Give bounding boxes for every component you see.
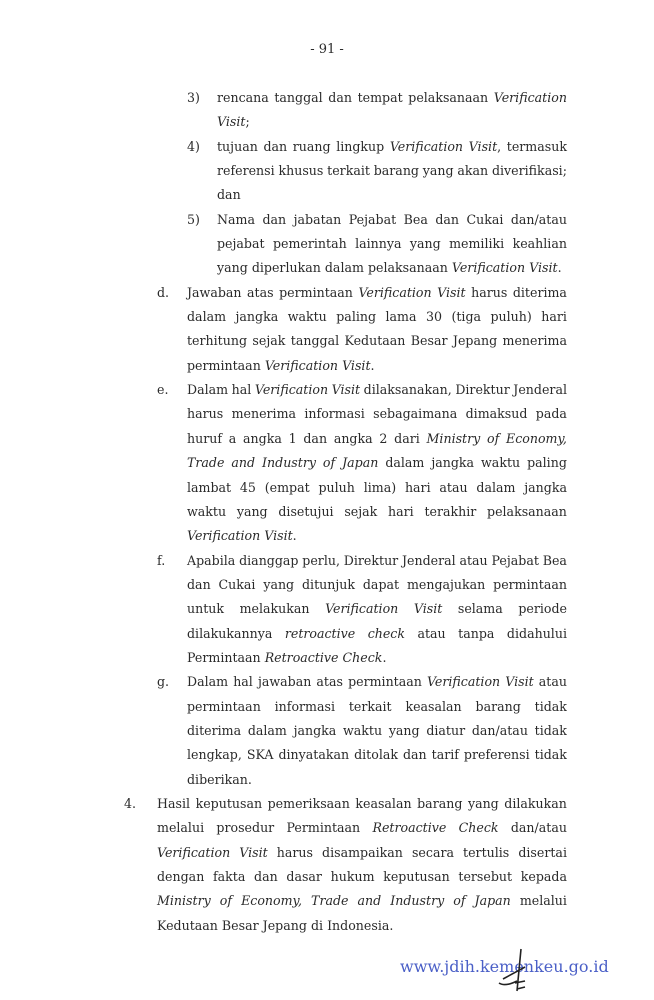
word: Jepang [452, 333, 498, 349]
word: melalui [519, 893, 567, 909]
text-line [217, 232, 567, 256]
word: dengan [157, 869, 205, 884]
word: Verification [325, 601, 399, 617]
word: dan/atau [471, 722, 528, 738]
word: of [219, 893, 233, 909]
word: rencana [217, 90, 269, 105]
word: Retroactive [264, 649, 339, 665]
word: check [367, 625, 405, 641]
word: di [310, 917, 324, 933]
word: ditolak [354, 747, 398, 763]
word: waktu [481, 455, 521, 471]
word: diatur [426, 722, 466, 738]
word: keputusan [195, 795, 263, 811]
text-line [187, 524, 567, 548]
word: of [453, 893, 466, 909]
word: harus [276, 844, 313, 860]
word: (empat [264, 479, 310, 495]
word: tanpa [458, 625, 495, 641]
text-line [187, 329, 567, 353]
word: perlu, [302, 552, 340, 568]
word: dalam [187, 309, 227, 325]
word: yang [422, 163, 454, 179]
word: Cukai [466, 211, 504, 227]
word: dalam [385, 455, 425, 471]
word: of [487, 430, 500, 446]
word: Ministry [426, 430, 481, 446]
word: (tiga [451, 309, 482, 325]
word: disampaikan [322, 844, 403, 860]
list-marker: 4) [187, 138, 200, 154]
word: SKA [246, 747, 274, 763]
word: Ministry [157, 893, 211, 909]
list-item [0, 135, 654, 208]
word: Check [458, 820, 499, 836]
word: Permintaan [286, 820, 361, 836]
word: Hasil [157, 795, 191, 811]
word: kepada [520, 869, 567, 884]
word: lama [385, 309, 417, 325]
word: lima) [363, 479, 397, 495]
list-marker: g. [157, 674, 170, 690]
word: Besar [221, 917, 259, 933]
word: hari [404, 479, 431, 495]
word: jangka [235, 309, 279, 325]
word: Economy, [241, 893, 302, 909]
word: Kedutaan [344, 333, 406, 349]
page-number: - 91 - [310, 42, 344, 57]
word: diterima [512, 284, 567, 300]
word: Jawaban [187, 284, 242, 300]
word: Verification [493, 90, 567, 105]
list-marker: d. [157, 284, 170, 300]
word: jabatan [293, 211, 342, 227]
word: Visit, [468, 138, 502, 154]
word: Visit [239, 844, 268, 860]
text-line [187, 451, 567, 475]
text-line [157, 914, 567, 938]
text-line [217, 256, 567, 280]
word: lainnya [355, 236, 402, 252]
word: sebagaimana [373, 406, 458, 422]
word: terakhir [424, 503, 477, 519]
list-item [0, 208, 654, 281]
word: khusus [278, 163, 324, 179]
word: tempat [357, 90, 403, 105]
word: lambat [187, 479, 232, 495]
word: atau [459, 552, 488, 568]
signature-initial-icon [495, 945, 535, 995]
word: hal [231, 382, 252, 398]
word: waktu [343, 722, 383, 738]
word: tujuan [217, 138, 258, 154]
text-line [187, 622, 567, 646]
word: atas [247, 284, 274, 300]
text-line [187, 500, 567, 524]
word: Check. [342, 649, 387, 665]
word: tidak [534, 722, 567, 738]
word: Verification [187, 528, 261, 544]
word: jawaban [257, 674, 312, 690]
word: preferensi [463, 747, 530, 763]
text-line [187, 719, 567, 743]
text-line [187, 646, 567, 670]
word: yang [388, 722, 420, 738]
word: keahlian [512, 236, 567, 252]
word: hari [541, 309, 567, 325]
word: Verification [451, 260, 526, 276]
word: Direktur [343, 552, 399, 568]
word: tersebut [458, 869, 513, 884]
word: memiliki [449, 236, 505, 252]
text-line [187, 549, 567, 573]
list-item [0, 281, 654, 378]
word: and [231, 455, 256, 471]
word: Nama [217, 211, 255, 227]
word: tertulis [463, 844, 510, 860]
word: Industry [262, 455, 316, 471]
word: ditunjuk [301, 576, 356, 592]
word: Bea [542, 552, 567, 568]
word: Visit. [529, 260, 562, 276]
word: permintaan [187, 357, 261, 373]
word: Bea [403, 211, 428, 227]
word: and [357, 893, 382, 909]
word: pemerintah [272, 236, 347, 252]
word: Dalam [187, 382, 229, 398]
word: diperlukan [251, 260, 321, 276]
word: 45 [239, 479, 256, 495]
text-line [217, 110, 567, 134]
text-line [187, 743, 567, 767]
word: atas [316, 674, 343, 690]
word: Permintaan [187, 649, 261, 665]
word: prosedur [216, 820, 275, 836]
word: barang [475, 698, 521, 714]
word: ruang [292, 138, 331, 154]
word: Industry [390, 893, 445, 909]
word: Pejabat [491, 552, 539, 568]
word: melakukan [239, 601, 310, 617]
footer-url[interactable]: www.jdih.kemenkeu.go.id [400, 957, 609, 976]
word: untuk [187, 601, 225, 617]
word: dalam [476, 479, 516, 495]
word: barang [417, 795, 463, 811]
word: dianggap [239, 552, 299, 568]
word: 1 [288, 430, 297, 446]
word: dan [254, 869, 278, 884]
word: puluh) [490, 309, 532, 325]
text-line [187, 427, 567, 451]
word: tarif [431, 747, 459, 763]
word: hal [233, 674, 253, 690]
word: melalui [157, 820, 205, 836]
word: Jenderal [402, 552, 456, 568]
word: referensi [217, 163, 275, 179]
text-line [187, 597, 567, 621]
word: jangka [524, 479, 567, 495]
word: tidak [534, 698, 567, 714]
word: paling [336, 309, 377, 325]
word: informasi [304, 406, 365, 422]
word: dimaksud [465, 406, 528, 422]
word: informasi [274, 698, 335, 714]
word: Kedutaan [157, 917, 218, 933]
word: fakta [212, 869, 246, 884]
word: dan [262, 211, 287, 227]
word: atau [417, 625, 446, 641]
list-item [0, 86, 654, 135]
text-line [187, 378, 567, 402]
word: sejak [344, 503, 378, 519]
word: permintaan [187, 698, 261, 714]
word: keasalan [355, 795, 412, 811]
word: jangka [293, 722, 337, 738]
word: Retroactive [372, 820, 447, 836]
word: disetujui [278, 503, 334, 519]
word: atau [538, 674, 567, 690]
word: Cukai [218, 576, 256, 592]
word: hukum [330, 869, 375, 884]
word: dan [435, 211, 459, 227]
word: waktu [287, 309, 327, 325]
word: hari [388, 503, 414, 519]
word: permintaan [493, 576, 567, 592]
text-line [157, 889, 567, 913]
word: akan [457, 163, 489, 179]
word: dan [303, 430, 328, 446]
word: pelaksanaan [487, 503, 567, 519]
word: tanggal [274, 90, 323, 105]
word: tanggal [290, 333, 340, 349]
list-marker: 4. [124, 795, 137, 811]
word: yang [217, 260, 248, 276]
word: dan/atau [510, 820, 567, 836]
word: Visit [331, 382, 361, 398]
word: dasar [286, 869, 322, 884]
word: menerima [502, 333, 567, 349]
list-item [0, 670, 654, 792]
word: pelaksanaan [408, 90, 489, 105]
word: selama [457, 601, 503, 617]
text-line [187, 573, 567, 597]
word: periode [518, 601, 567, 617]
text-line [217, 135, 567, 159]
word: Verification [264, 357, 339, 373]
list-marker: f. [157, 552, 166, 568]
word: Visit. [264, 528, 297, 544]
word: puluh [318, 479, 355, 495]
word: dilaksanakan, [363, 382, 452, 398]
text-line [217, 86, 567, 110]
word: barang [373, 163, 419, 179]
word: lingkup [336, 138, 385, 154]
word: Japan [474, 893, 511, 909]
word: dalam [247, 722, 287, 738]
text-line [187, 354, 567, 378]
text-line [157, 792, 567, 816]
word: keputusan [383, 869, 450, 884]
word: lengkap, [187, 747, 242, 763]
word: Verification [426, 674, 501, 690]
word: tidak [534, 747, 567, 763]
word: Jepang [262, 917, 307, 933]
word: of [322, 455, 336, 471]
word: yang [409, 236, 441, 252]
text-line [187, 402, 567, 426]
list-item [0, 378, 654, 548]
word: dilakukan [504, 795, 567, 811]
word: diverifikasi; [491, 163, 567, 179]
word: Trade [187, 455, 225, 471]
word: Visit. [342, 357, 375, 373]
word: dapat [362, 576, 400, 592]
word: a [228, 430, 237, 446]
word: dalam [324, 260, 364, 276]
word: terkait [327, 163, 370, 179]
word: retroactive [284, 625, 356, 641]
text-line [187, 305, 567, 329]
word: harus [187, 406, 224, 422]
text-line [187, 281, 567, 305]
word: yang [467, 795, 499, 811]
list-item [0, 549, 654, 671]
text-line [157, 865, 567, 889]
word: pejabat [217, 236, 265, 252]
word: yang [263, 576, 295, 592]
word: Verification [254, 382, 329, 398]
word: Visit [413, 601, 443, 617]
word: didahului [506, 625, 567, 641]
word: keasalan [405, 698, 462, 714]
word: Visit [505, 674, 534, 690]
word: dinyatakan [278, 747, 350, 763]
word: dan [328, 90, 352, 105]
word: jangka [431, 455, 475, 471]
word: permintaan [279, 284, 353, 300]
text-line [187, 670, 567, 694]
list-marker: 5) [187, 211, 200, 227]
word: Indonesia. [327, 917, 394, 933]
word: dilakukannya [187, 625, 273, 641]
word: pemeriksaan [267, 795, 350, 811]
word: pelaksanaan [367, 260, 448, 276]
word: angka [243, 430, 282, 446]
word: Apabila [187, 552, 236, 568]
word: Trade [311, 893, 349, 909]
word: dan [187, 576, 211, 592]
word: Japan [342, 455, 379, 471]
word: mengajukan [406, 576, 486, 592]
word: permintaan [348, 674, 422, 690]
word: huruf [187, 430, 223, 446]
word: waktu [187, 503, 227, 519]
text-line [187, 695, 567, 719]
word: diberikan. [187, 771, 252, 787]
text-line [217, 183, 567, 207]
word: 30 [425, 309, 442, 325]
word: dan [402, 747, 427, 763]
text-line [187, 768, 567, 792]
word: dan [263, 138, 288, 154]
word: disertai [518, 844, 567, 860]
word: sejak [252, 333, 286, 349]
word: dan [217, 187, 241, 203]
word: Visit [437, 284, 466, 300]
text-line [187, 476, 567, 500]
word: yang [236, 503, 268, 519]
document-body [0, 86, 654, 938]
word: atau [439, 479, 468, 495]
word: secara [411, 844, 454, 860]
word: terhitung [187, 333, 248, 349]
word: Dalam [187, 674, 229, 690]
word: pada [535, 406, 567, 422]
word: termasuk [506, 138, 567, 154]
text-line [217, 208, 567, 232]
word: Direktur [455, 382, 510, 398]
word: 2 [379, 430, 388, 446]
word: terkait [348, 698, 392, 714]
word: diterima [187, 722, 242, 738]
word: Economy, [506, 430, 567, 446]
word: dan/atau [510, 211, 567, 227]
word: Besar [410, 333, 448, 349]
list-marker: e. [157, 382, 169, 398]
word: Visit; [217, 114, 250, 130]
word: Pejabat [348, 211, 397, 227]
text-line [217, 159, 567, 183]
word: menerima [231, 406, 297, 422]
word: dari [394, 430, 420, 446]
list-item [0, 792, 654, 938]
list-marker: 3) [187, 90, 200, 105]
word: paling [527, 455, 567, 471]
word: Verification [157, 844, 231, 860]
word: harus [471, 284, 508, 300]
text-line [157, 816, 567, 840]
text-line [157, 841, 567, 865]
word: Jenderal [513, 382, 567, 398]
word: Verification [389, 138, 464, 154]
word: angka [333, 430, 373, 446]
word: Verification [358, 284, 432, 300]
